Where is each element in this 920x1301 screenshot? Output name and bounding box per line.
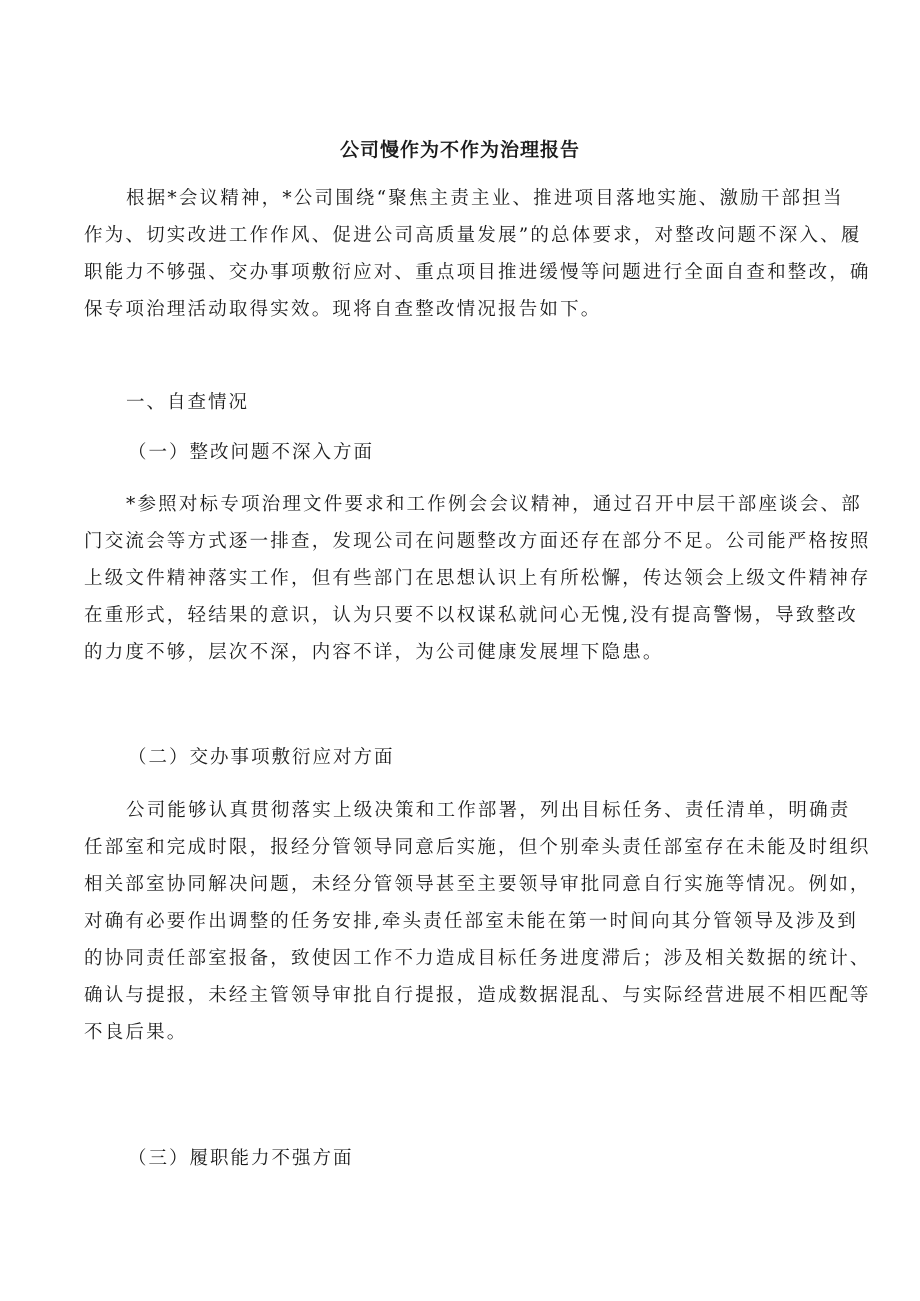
page-title: 公司慢作为不作为治理报告 (339, 139, 580, 161)
paragraph-line: 作为、切实改进工作作风、促进公司高质量发展”的总体要求，对整改问题不深入、履 (84, 225, 862, 246)
subsection-heading: （一）整改问题不深入方面 (128, 442, 375, 463)
paragraph-line: 不良后果。 (84, 1022, 188, 1043)
paragraph-line: 门交流会等方式逐一排查，发现公司在问题整改方面还存在部分不足。公司能严格按照 (84, 531, 871, 552)
paragraph-line: 保专项治理活动取得实效。现将自查整改情况报告如下。 (84, 299, 602, 320)
paragraph-line: 的力度不够，层次不深，内容不详，为公司健康发展埋下隐患。 (84, 642, 664, 663)
subsection-2-paragraph (84, 792, 871, 1051)
subsection-1-paragraph (84, 486, 871, 671)
paragraph-line: 根据*会议精神，*公司围绕“聚焦主责主业、推进项目落地实施、激励干部担当 (126, 188, 844, 209)
paragraph-line: 确认与提报，未经主管领导审批自行提报，造成数据混乱、与实际经营进展不相匹配等 (84, 985, 871, 1006)
subsection-heading: （三）履职能力不强方面 (128, 1148, 354, 1169)
paragraph-line: 对确有必要作出调整的任务安排,牵头责任部室未能在第一时间向其分管领导及涉及到 (84, 911, 858, 932)
subsection-heading: （二）交办事项敷衍应对方面 (128, 747, 395, 768)
paragraph-line: 上级文件精神落实工作，但有些部门在思想认识上有所松懈，传达领会上级文件精神存 (84, 568, 871, 589)
paragraph-line: 职能力不够强、交办事项敷衍应对、重点项目推进缓慢等问题进行全面自查和整改，确 (84, 262, 871, 283)
intro-paragraph (84, 180, 871, 328)
paragraph-line: 任部室和完成时限，报经分管领导同意后实施，但个别牵头责任部室存在未能及时组织 (84, 837, 871, 858)
paragraph-line: *参照对标专项治理文件要求和工作例会会议精神，通过召开中层干部座谈会、部 (126, 494, 862, 515)
section-heading: 一、自查情况 (126, 392, 250, 413)
paragraph-line: 的协同责任部室报备，致使因工作不力造成目标任务进度滞后；涉及相关数据的统计、 (84, 948, 871, 969)
paragraph-line: 相关部室协同解决问题，未经分管领导甚至主要领导审批同意自行实施等情况。例如， (84, 874, 871, 895)
paragraph-line: 在重形式，轻结果的意识，认为只要不以权谋私就问心无愧,没有提高警惕，导致整改 (84, 605, 858, 626)
paragraph-line: 公司能够认真贯彻落实上级决策和工作部署，列出目标任务、责任清单，明确责 (126, 800, 851, 821)
